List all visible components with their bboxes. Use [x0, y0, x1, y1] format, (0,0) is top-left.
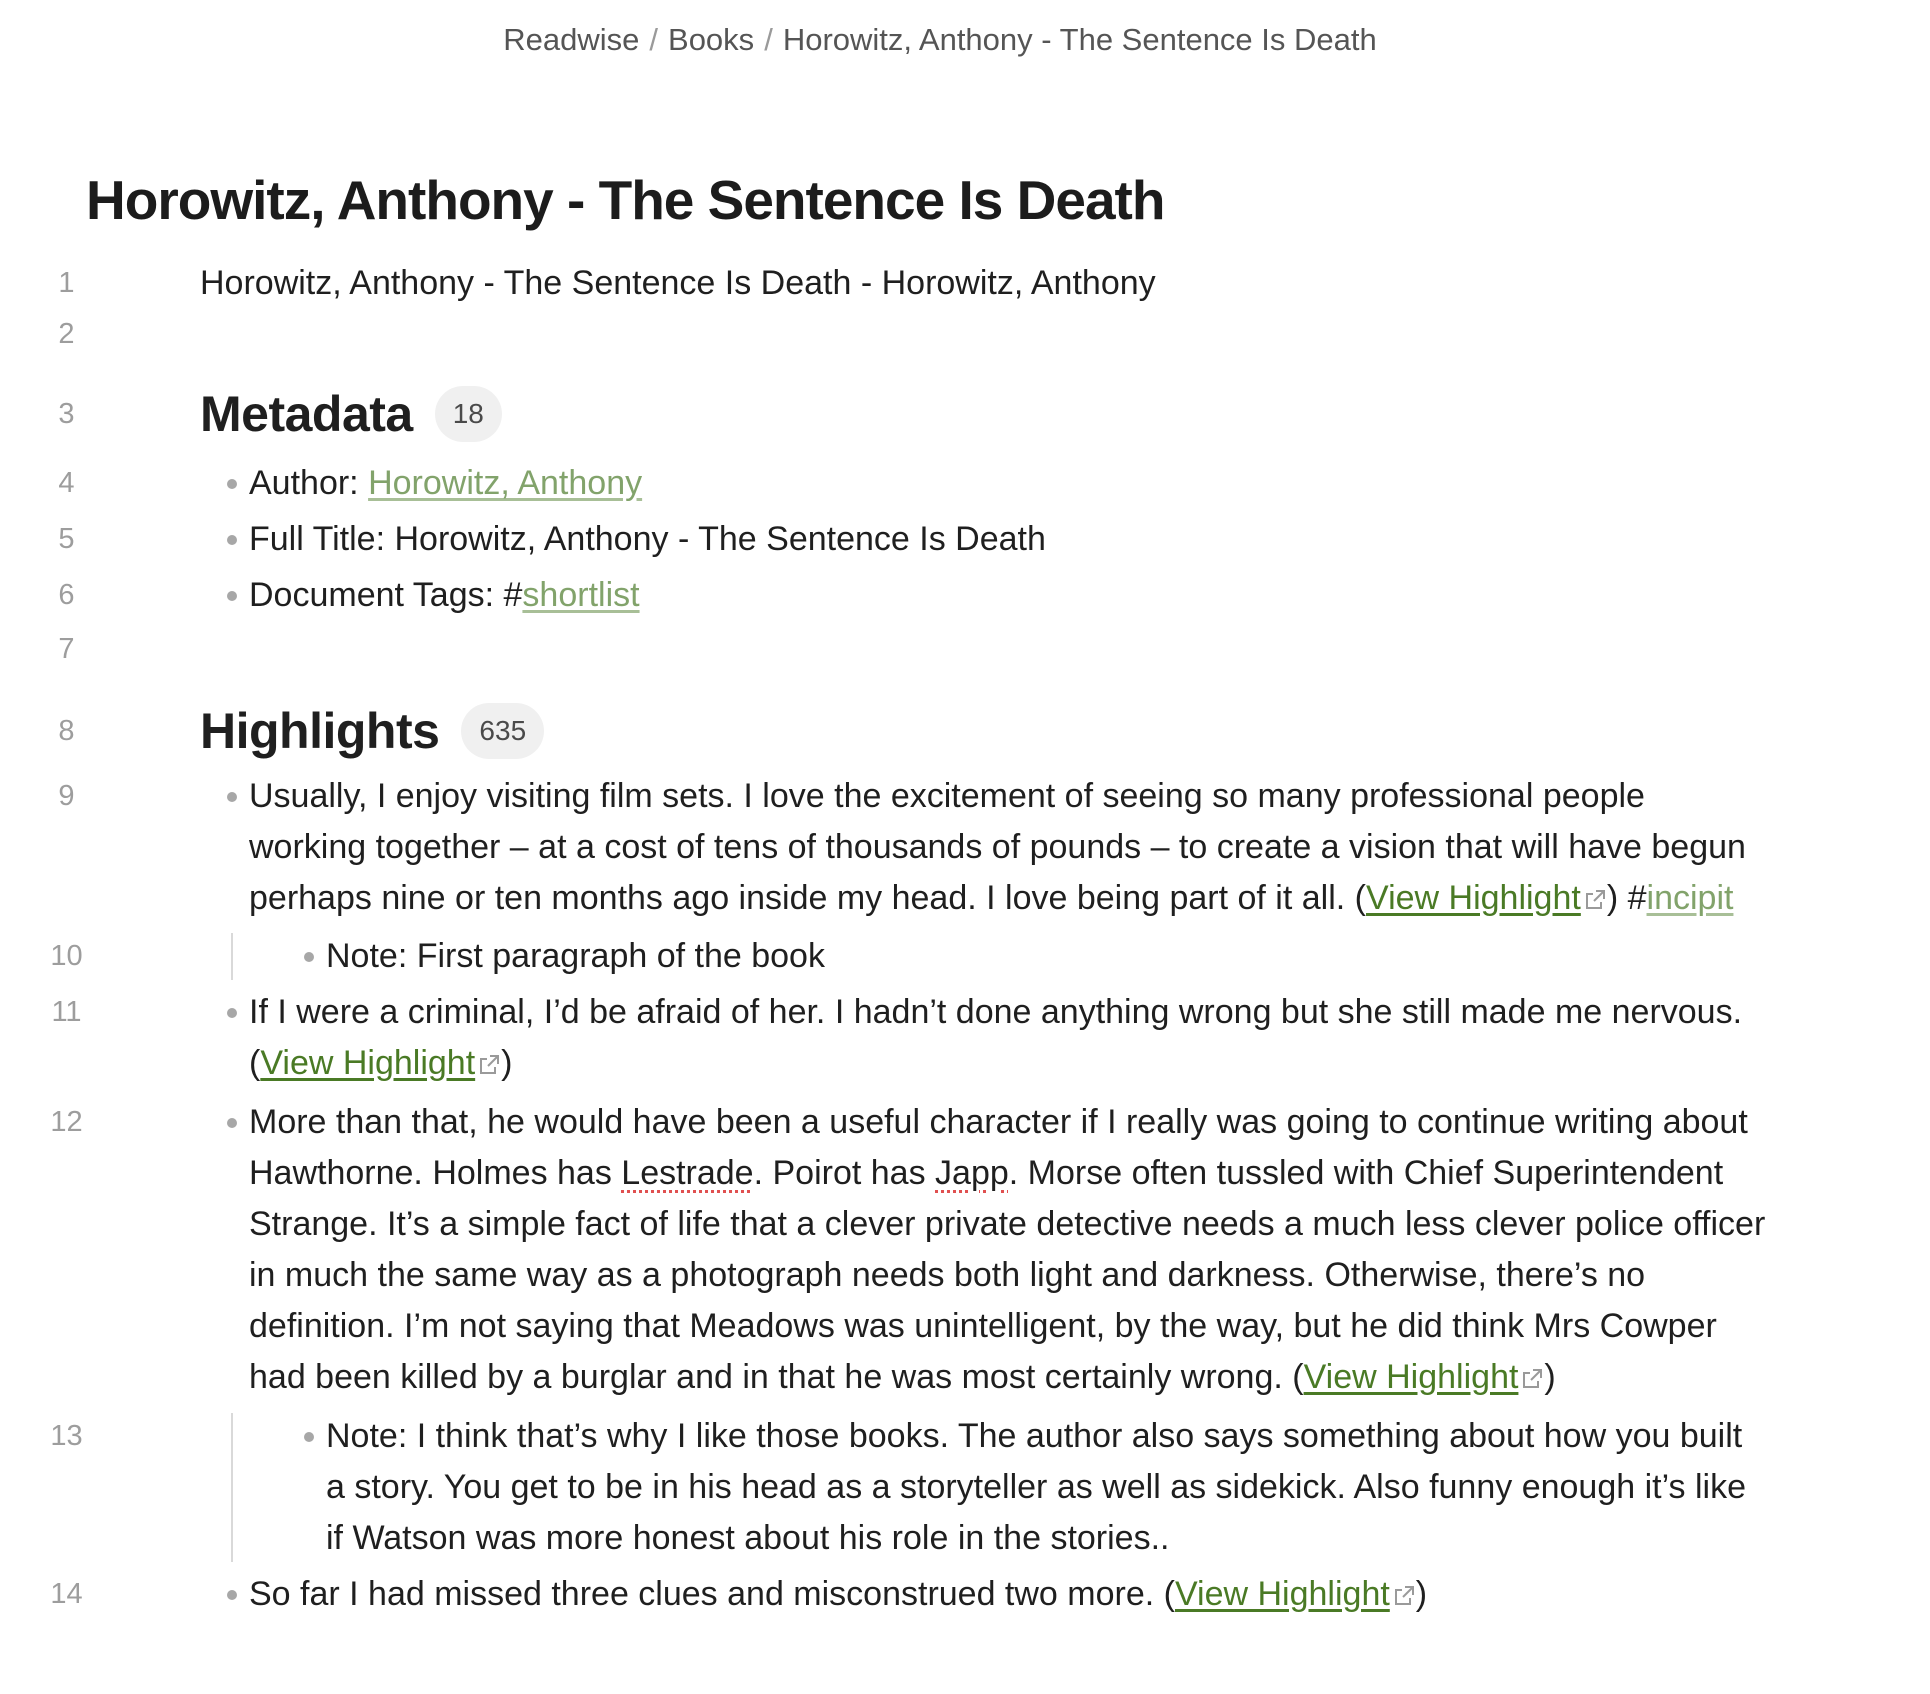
line-number: 2 [58, 318, 75, 350]
line-number: 10 [50, 940, 83, 972]
line-number: 4 [58, 467, 75, 499]
misspelled-word[interactable]: Lestrade [621, 1154, 754, 1192]
highlight-text[interactable]: . Poirot has [753, 1154, 936, 1192]
note-item[interactable] [0, 931, 1900, 982]
line-text[interactable]: Horowitz, Anthony - The Sentence Is Death - Horowitz, Anthony [200, 264, 1156, 302]
note-text[interactable]: Note: First paragraph of the book [326, 937, 825, 975]
count-badge[interactable]: 635 [461, 703, 544, 759]
list-item-full-title[interactable] [0, 514, 1900, 565]
view-highlight-link[interactable]: View Highlight [260, 1044, 476, 1082]
view-highlight-link[interactable]: View Highlight [1366, 879, 1581, 917]
line-number: 3 [58, 398, 75, 430]
external-link-icon[interactable] [1392, 1572, 1416, 1623]
highlight-text[interactable]: If I were a criminal, I’d be afraid of her. I hadn’t done anything wrong but she still made me nervous. ( [249, 993, 1743, 1082]
editor-line-empty[interactable] [0, 309, 1900, 360]
editor-line[interactable] [0, 258, 1900, 309]
line-number: 5 [58, 523, 75, 555]
view-highlight-link[interactable]: View Highlight [1174, 1575, 1390, 1613]
highlight-text[interactable]: So far I had missed three clues and misconstrued two more. ( [249, 1575, 1175, 1613]
note-item[interactable] [0, 1411, 1900, 1564]
breadcrumb-readwise[interactable]: Readwise [503, 22, 640, 57]
count-badge[interactable]: 18 [435, 386, 502, 442]
highlight-item[interactable] [0, 1569, 1900, 1623]
line-number: 6 [58, 579, 75, 611]
full-title-text[interactable]: Full Title: Horowitz, Anthony - The Sentence Is Death [249, 520, 1046, 558]
list-item-document-tags[interactable] [0, 570, 1900, 621]
highlight-item[interactable] [0, 987, 1900, 1092]
editor-line-empty[interactable] [0, 624, 1900, 675]
tags-label: Document Tags: # [249, 576, 523, 614]
line-number: 12 [50, 1106, 83, 1138]
heading-metadata[interactable] [0, 374, 1900, 454]
author-label: Author: [249, 464, 369, 502]
heading-text: Metadata [200, 386, 413, 442]
external-link-icon[interactable] [477, 1041, 501, 1092]
tag-incipit-link[interactable]: incipit [1646, 879, 1734, 917]
list-item-author[interactable] [0, 458, 1900, 509]
highlight-text[interactable]: Usually, I enjoy visiting film sets. I love the excitement of seeing so many professional people working together – at a cost of tens of thousands of pounds – to create a vision that will have begun perhaps nine or ten months ago inside my head. I love being part of it all. ( [249, 777, 1746, 917]
line-number: 11 [51, 996, 82, 1028]
breadcrumb-books[interactable]: Books [668, 22, 755, 57]
page-title[interactable]: Horowitz, Anthony - The Sentence Is Death [86, 169, 1165, 231]
tag-shortlist-link[interactable]: shortlist [522, 576, 640, 614]
line-number: 13 [50, 1420, 83, 1452]
line-number: 9 [58, 780, 75, 812]
line-number: 8 [58, 715, 75, 747]
breadcrumb-separator: / [649, 22, 659, 57]
highlight-item[interactable] [0, 771, 1900, 927]
highlight-suffix: ) [1415, 1575, 1428, 1613]
line-number: 1 [58, 267, 75, 299]
highlight-item[interactable] [0, 1097, 1900, 1406]
line-number: 14 [50, 1578, 83, 1610]
breadcrumb [0, 18, 1880, 62]
highlight-suffix: ) [1544, 1358, 1556, 1396]
external-link-icon[interactable] [1520, 1355, 1544, 1406]
highlight-suffix: ) # [1606, 879, 1647, 917]
heading-highlights[interactable] [0, 691, 1900, 771]
highlight-text[interactable]: . Morse often tussled with Chief Superintendent Strange. It’s a simple fact of life that a clever private detective needs a much less clever police officer in much the same way as a photograph needs both light and darkness. Otherwise, there’s no definition. I’m not saying that Meadows was unintelligent, by the way, but he did think Mrs Cowper had been killed by a burglar and in that he was most certainly wrong. ( [249, 1154, 1766, 1396]
author-link[interactable]: Horowitz, Anthony [368, 464, 643, 502]
line-number: 7 [58, 633, 75, 665]
highlight-suffix: ) [501, 1044, 513, 1082]
document-editor[interactable] [0, 258, 1900, 1623]
note-text[interactable]: Note: I think that’s why I like those books. The author also says something about how you built a story. You get to be in his head as a storyteller as well as sidekick. Also funny enough it’s like if Watson was more honest about his role in the stories.. [326, 1417, 1746, 1557]
external-link-icon[interactable] [1583, 876, 1607, 927]
breadcrumb-separator: / [764, 22, 773, 57]
view-highlight-link[interactable]: View Highlight [1303, 1358, 1519, 1396]
highlight-text[interactable]: More than that, he would have been a useful character if I really was going to continue writing about Hawthorne. Holmes has [249, 1103, 1748, 1192]
heading-text: Highlights [200, 703, 440, 759]
misspelled-word[interactable]: Japp [935, 1154, 1009, 1192]
breadcrumb-current-page[interactable]: Horowitz, Anthony - The Sentence Is Death [782, 22, 1377, 57]
